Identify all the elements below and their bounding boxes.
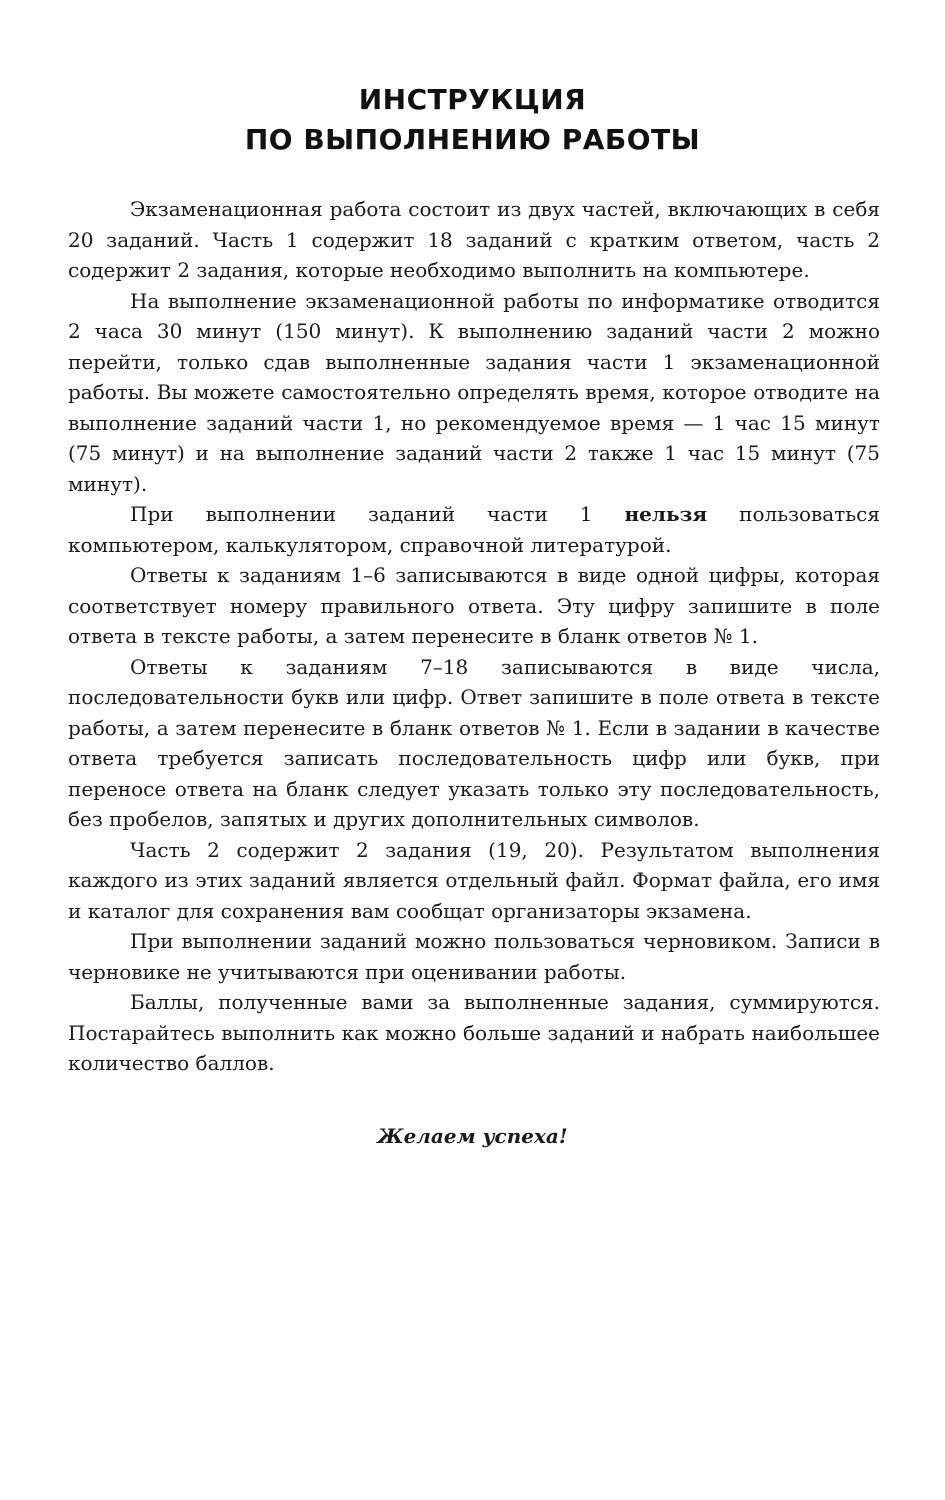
paragraph-time: На выполнение экзаменационной работы по информатике отводится 2 часа 30 минут (150 минут). К выполнению заданий части 2 можно перейти, только сдав выполненные задания части 1 экзаменационной работы. Вы можете самостоятельно определять время, которое отводите на выполнение заданий части 1, но рекомендуемое время — 1 час 15 минут (75 минут) и на выполнение заданий части 2 также 1 час 15 минут (75 минут). (68, 288, 880, 496)
paragraph-restrictions-start: При выполнении заданий части 1 (130, 502, 625, 526)
emphasis-forbidden: нельзя (624, 502, 708, 526)
paragraph-scoring: Баллы, полученные вами за выполненные задания, суммируются. Постарайтесь выполнить как можно больше заданий и набрать наибольшее количество баллов. (68, 990, 880, 1075)
paragraph-part-2: Часть 2 содержит 2 задания (19, 20). Результатом выполнения каждого из этих заданий является отдельный файл. Формат файла, его имя и каталог для сохранения вам сообщат организаторы экзамена. (68, 837, 880, 923)
paragraph-restrictions-end: пользоваться компьютером, калькулятором, справочной литературой. (68, 502, 880, 557)
paragraph-answers-1-6: Ответы к заданиям 1–6 записываются в виде одной цифры, которая соответствует номеру правильного ответа. Эту цифру запишите в поле ответа в тексте работы, а затем перенесите в бланк ответов № 1. (68, 563, 880, 648)
paragraph-structure: Экзаменационная работа состоит из двух частей, включающих в себя 20 заданий. Часть 1 содержит 18 заданий с кратким ответом, часть 2 содержит 2 задания, которые необходимо выполнить на компьютере. (68, 197, 880, 282)
instruction-body (68, 194, 880, 1079)
paragraph-restrictions (68, 499, 880, 560)
closing-wish: Желаем успеха! (377, 1124, 568, 1148)
paragraph-answers-7-18: Ответы к заданиям 7–18 записываются в виде числа, последовательности букв или цифр. Ответ запишите в поле ответа в тексте работы, а затем перенесите в бланк ответов № 1. Если в задании в качестве ответа требуется записать последовательность цифр или букв, при переносе ответа на бланк следует указать только эту последовательность, без пробелов, запятых и других дополнительных символов. (68, 654, 880, 831)
title-line-2: ПО ВЫПОЛНЕНИЮ РАБОТЫ (244, 123, 701, 156)
page-title (0, 80, 945, 160)
paragraph-draft: При выполнении заданий можно пользоваться черновиком. Записи в черновике не учитываются при оценивании работы. (68, 929, 880, 984)
title-line-1: ИНСТРУКЦИЯ (358, 83, 587, 116)
